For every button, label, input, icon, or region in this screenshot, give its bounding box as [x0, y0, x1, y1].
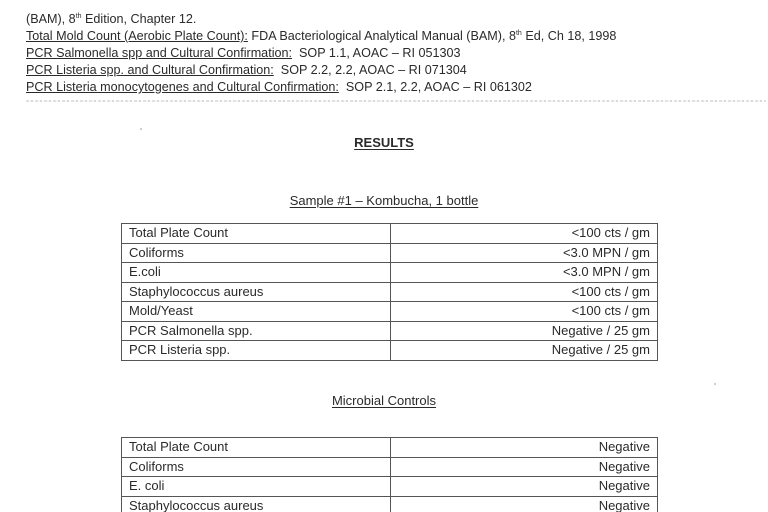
table-row: [122, 341, 658, 361]
method-label: Total Mold Count (Aerobic Plate Count):: [26, 29, 248, 43]
table-row: [122, 457, 658, 477]
test-name: E. coli: [122, 477, 391, 497]
test-name: Mold/Yeast: [122, 302, 391, 322]
methods-section: [26, 0, 766, 96]
results-heading: RESULTS: [354, 135, 414, 150]
table-row: [122, 263, 658, 283]
test-name: PCR Salmonella spp.: [122, 321, 391, 341]
test-name: PCR Listeria spp.: [122, 341, 391, 361]
test-result: <3.0 MPN / gm: [391, 263, 658, 283]
method-pcr-listeria-spp: PCR Listeria spp. and Cultural Confirmation: SOP 2.2, 2.2, AOAC – RI 071304: [26, 63, 467, 77]
table-row: [122, 302, 658, 322]
test-result: <100 cts / gm: [391, 282, 658, 302]
table-row: [122, 224, 658, 244]
scan-speck: [140, 128, 142, 130]
table-row: [122, 477, 658, 497]
sample-results-table: [121, 223, 658, 361]
test-result: Negative / 25 gm: [391, 341, 658, 361]
test-name: Total Plate Count: [122, 438, 391, 458]
table-row: [122, 282, 658, 302]
sample-heading: Sample #1 – Kombucha, 1 bottle: [289, 193, 479, 208]
method-pcr-salmonella: PCR Salmonella spp and Cultural Confirmation: SOP 1.1, AOAC – RI 051303: [26, 46, 461, 60]
test-name: E.coli: [122, 263, 391, 283]
test-result: Negative: [391, 477, 658, 497]
method-total-mold-count: Total Mold Count (Aerobic Plate Count): FDA Bacteriological Analytical Manual (BAM), 8th Ed, Ch 18, 1998: [26, 29, 617, 43]
test-name: Staphylococcus aureus: [122, 282, 391, 302]
test-name: Coliforms: [122, 457, 391, 477]
method-pcr-listeria-monocytogenes: PCR Listeria monocytogenes and Cultural Confirmation: SOP 2.1, 2.2, AOAC – RI 061302: [26, 80, 532, 94]
test-name: Staphylococcus aureus: [122, 496, 391, 512]
test-result: Negative / 25 gm: [391, 321, 658, 341]
test-result: Negative: [391, 457, 658, 477]
test-result: <100 cts / gm: [391, 224, 658, 244]
table-row: [122, 321, 658, 341]
controls-heading: Microbial Controls: [331, 393, 437, 408]
table-row: [122, 438, 658, 458]
method-label: PCR Listeria spp. and Cultural Confirmation:: [26, 63, 274, 77]
test-result: <3.0 MPN / gm: [391, 243, 658, 263]
test-name: Total Plate Count: [122, 224, 391, 244]
table-row: [122, 496, 658, 512]
methods-line-bam-edition: (BAM), 8th Edition, Chapter 12.: [26, 12, 197, 26]
scan-artifact-line: [26, 100, 766, 102]
test-result: <100 cts / gm: [391, 302, 658, 322]
method-label: PCR Listeria monocytogenes and Cultural Confirmation:: [26, 80, 339, 94]
test-result: Negative: [391, 438, 658, 458]
test-result: Negative: [391, 496, 658, 512]
test-name: Coliforms: [122, 243, 391, 263]
controls-table: [121, 437, 658, 512]
method-label: PCR Salmonella spp and Cultural Confirmation:: [26, 46, 292, 60]
table-row: [122, 243, 658, 263]
scan-speck: [714, 383, 716, 385]
methods-line-cutoff: [26, 0, 766, 11]
